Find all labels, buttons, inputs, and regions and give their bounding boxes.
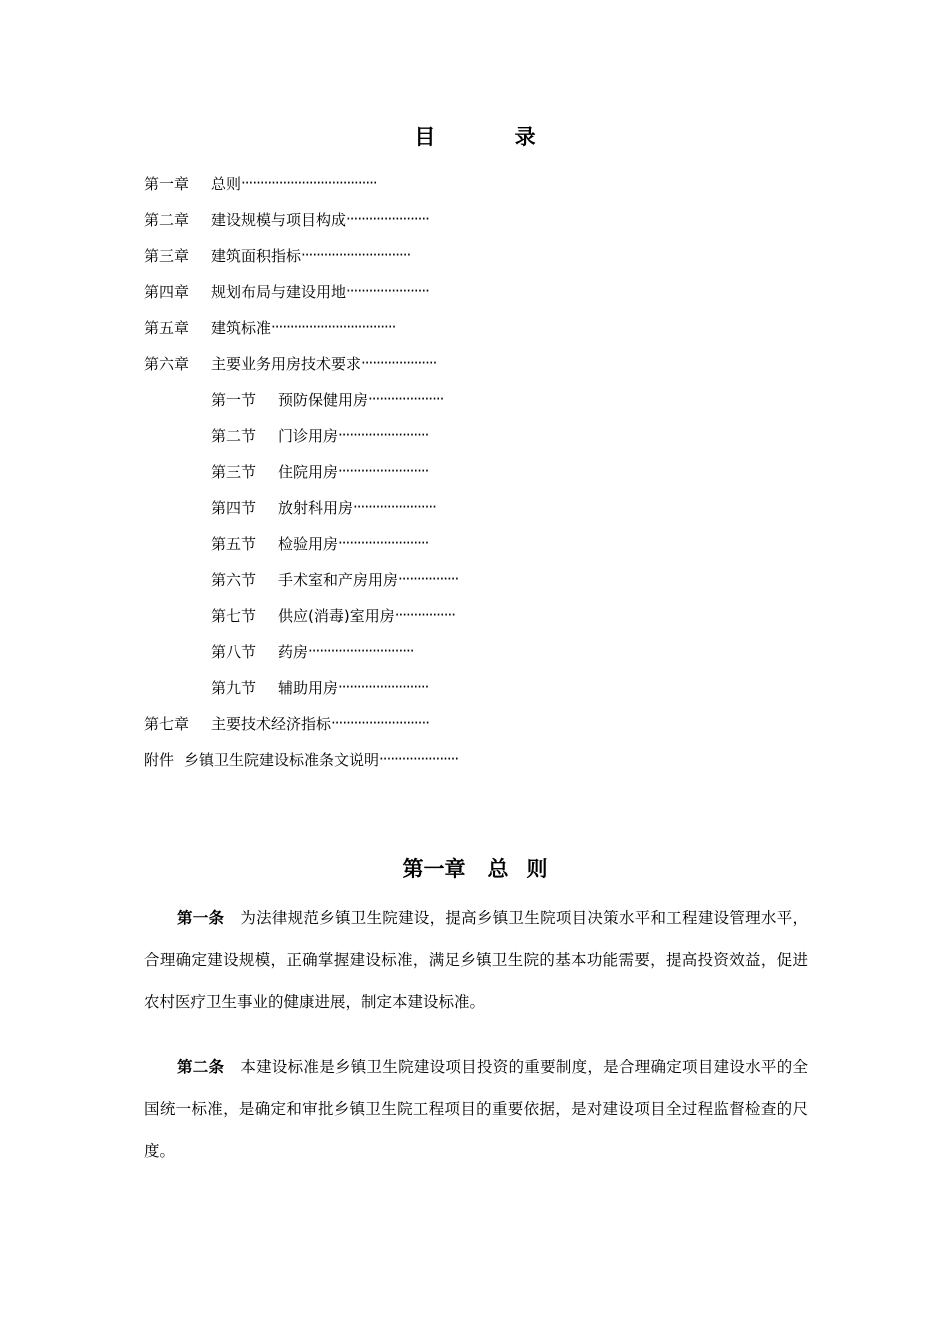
toc-section-entry[interactable] bbox=[144, 597, 554, 633]
toc-leader-dots: ···································· bbox=[241, 174, 377, 192]
toc-chapter-label: 第二章 bbox=[144, 210, 190, 229]
toc-entry[interactable] bbox=[144, 237, 554, 273]
toc-section-label: 第九节 bbox=[211, 678, 257, 697]
article-heading: 第一条 bbox=[177, 909, 225, 927]
toc-chapter-title: 总则 bbox=[211, 174, 242, 193]
toc-leader-dots: ···························· bbox=[308, 642, 414, 660]
toc-chapter-label: 第六章 bbox=[144, 354, 190, 373]
toc-section-label: 第七节 bbox=[211, 606, 257, 625]
toc-section-label: 第六节 bbox=[211, 570, 257, 589]
toc-section-entry[interactable] bbox=[144, 669, 554, 705]
article-paragraph bbox=[144, 897, 808, 1023]
chapter-number: 第一章 bbox=[402, 857, 466, 881]
toc-section-entry[interactable] bbox=[144, 381, 554, 417]
toc-chapter-label: 第一章 bbox=[144, 174, 190, 193]
toc-leader-dots: ························ bbox=[338, 534, 429, 552]
toc-leader-dots: ························ bbox=[338, 426, 429, 444]
toc-section-title: 住院用房 bbox=[278, 462, 339, 481]
chapter-name-char: 总 bbox=[487, 857, 509, 881]
toc-leader-dots: ························ bbox=[338, 678, 429, 696]
article-paragraph bbox=[144, 1046, 808, 1172]
toc-chapter-title: 建筑面积指标 bbox=[211, 246, 302, 265]
toc-section-title: 供应(消毒)室用房 bbox=[278, 606, 395, 625]
toc-appendix-entry[interactable] bbox=[144, 741, 554, 777]
toc-chapter-title: 建筑标准 bbox=[211, 318, 272, 337]
toc-entry[interactable] bbox=[144, 165, 554, 201]
toc-leader-dots: ······················ bbox=[346, 282, 429, 300]
toc-section-title: 放射科用房 bbox=[278, 498, 354, 517]
toc-section-label: 第五节 bbox=[211, 534, 257, 553]
toc-section-entry[interactable] bbox=[144, 489, 554, 525]
toc-leader-dots: ················ bbox=[398, 570, 459, 588]
toc-section-label: 第一节 bbox=[211, 390, 257, 409]
toc-title: 目 录 bbox=[414, 125, 572, 149]
toc-entry[interactable] bbox=[144, 345, 554, 381]
toc-chapter-title: 主要技术经济指标 bbox=[211, 714, 332, 733]
toc-leader-dots: ························ bbox=[338, 462, 429, 480]
article-body: 为法律规范乡镇卫生院建设，提高乡镇卫生院项目决策水平和工程建设管理水平，合理确定建设规模，正确掌握建设标准，满足乡镇卫生院的基本功能需要，提高投资效益，促进农村医疗卫生事业的健康进展，制定本建设标准。 bbox=[144, 909, 808, 1011]
article-heading: 第二条 bbox=[177, 1058, 225, 1076]
toc-section-entry[interactable] bbox=[144, 561, 554, 597]
toc-chapter-title: 规划布局与建设用地 bbox=[211, 282, 347, 301]
toc-entry[interactable] bbox=[144, 705, 554, 741]
toc-section-title: 检验用房 bbox=[278, 534, 339, 553]
toc-section-title: 辅助用房 bbox=[278, 678, 339, 697]
toc-entry[interactable] bbox=[144, 273, 554, 309]
toc-leader-dots: ······················ bbox=[346, 210, 429, 228]
toc-entry[interactable] bbox=[144, 201, 554, 237]
toc-chapter-label: 第三章 bbox=[144, 246, 190, 265]
toc-leader-dots: ···················· bbox=[368, 390, 444, 408]
toc-chapter-label: 第四章 bbox=[144, 282, 190, 301]
article-body: 本建设标准是乡镇卫生院建设项目投资的重要制度，是合理确定项目建设水平的全国统一标准，是确定和审批乡镇卫生院工程项目的重要依据，是对建设项目全过程监督检查的尺度。 bbox=[144, 1058, 808, 1160]
toc-section-title: 预防保健用房 bbox=[278, 390, 369, 409]
toc-leader-dots: ····················· bbox=[379, 750, 459, 768]
toc-section-entry[interactable] bbox=[144, 633, 554, 669]
toc-section-title: 手术室和产房用房 bbox=[278, 570, 399, 589]
toc-section-label: 第八节 bbox=[211, 642, 257, 661]
toc-section-label: 第三节 bbox=[211, 462, 257, 481]
toc-leader-dots: ················ bbox=[394, 606, 456, 624]
toc-leader-dots: ···················· bbox=[361, 354, 437, 372]
chapter-name-char: 则 bbox=[526, 857, 548, 881]
toc-leader-dots: ····························· bbox=[301, 246, 411, 264]
toc-section-label: 第四节 bbox=[211, 498, 257, 517]
toc-chapter-title: 建设规模与项目构成 bbox=[211, 210, 347, 229]
toc-section-label: 第二节 bbox=[211, 426, 257, 445]
toc-section-entry[interactable] bbox=[144, 417, 554, 453]
toc-leader-dots: ·························· bbox=[331, 714, 429, 732]
toc-leader-dots: ······················ bbox=[353, 498, 436, 516]
toc-appendix-label: 附件 bbox=[144, 750, 175, 769]
chapter-title bbox=[0, 853, 950, 883]
toc-chapter-label: 第七章 bbox=[144, 714, 190, 733]
toc-entry[interactable] bbox=[144, 309, 554, 345]
toc-section-entry[interactable] bbox=[144, 453, 554, 489]
toc-section-entry[interactable] bbox=[144, 525, 554, 561]
toc-chapter-title: 主要业务用房技术要求 bbox=[211, 354, 362, 373]
table-of-contents bbox=[144, 165, 554, 777]
toc-appendix-title: 乡镇卫生院建设标准条文说明 bbox=[184, 750, 380, 769]
toc-section-title: 药房 bbox=[278, 642, 309, 661]
toc-section-title: 门诊用房 bbox=[278, 426, 339, 445]
toc-leader-dots: ································· bbox=[271, 318, 396, 336]
toc-chapter-label: 第五章 bbox=[144, 318, 190, 337]
